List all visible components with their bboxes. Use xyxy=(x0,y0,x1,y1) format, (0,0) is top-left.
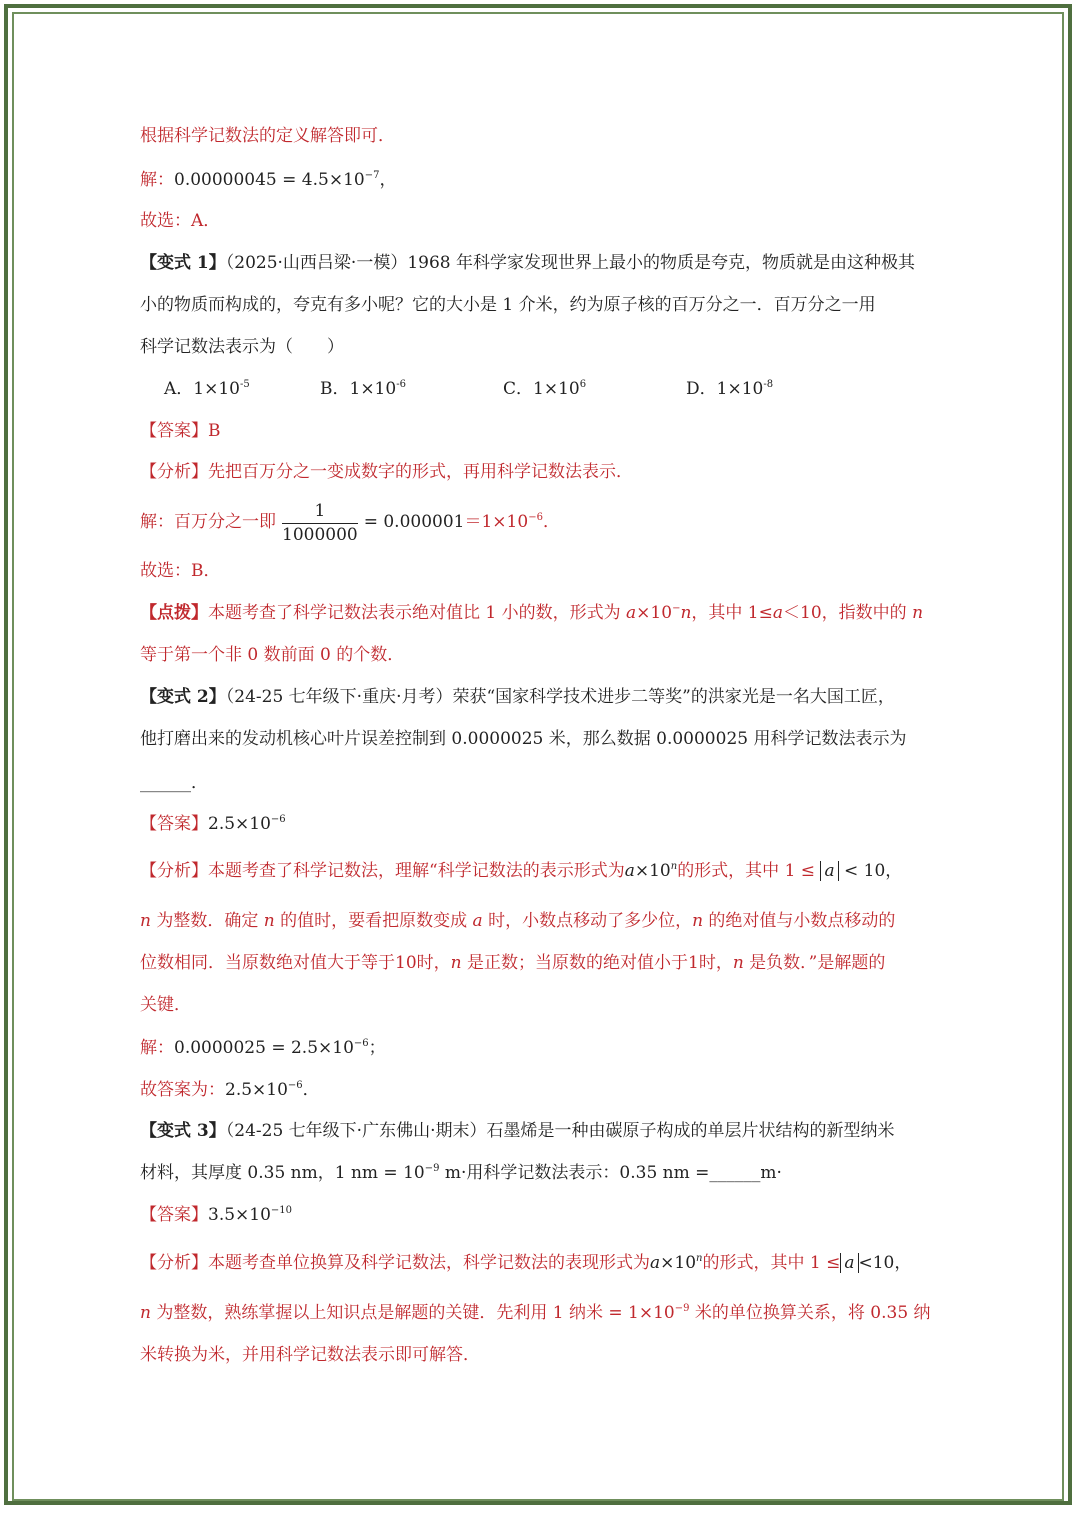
solution-label: 解： xyxy=(140,1038,174,1058)
variant1-solution xyxy=(140,496,560,548)
variant1-question-line1 xyxy=(140,251,915,275)
solution-label: 解： xyxy=(140,170,174,190)
solution-exponent: −7 xyxy=(364,170,380,181)
tip-tag: 【点拨】 xyxy=(140,603,208,623)
variant3-analysis-line3: 米转换为米，并用科学记数法表示即可解答． xyxy=(140,1345,480,1365)
variant2-question-line3: ______． xyxy=(140,773,208,793)
analysis-tag: 【分析】 xyxy=(140,1253,208,1273)
variant2-answer xyxy=(140,812,286,836)
variant3-question-line1: 【变式 3】（24-25 七年级下·广东佛山·期末）石墨烯是一种由碳原子构成的单层片状结构的新型纳米 xyxy=(140,1121,895,1141)
solution-end: ． xyxy=(542,512,560,532)
option-c: C．$1\times 10^6$ xyxy=(503,379,587,399)
prior-choice-line: 故选：A． xyxy=(140,211,221,231)
variant1-tip-line1: 【点拨】本题考查了科学记数法表示绝对值比 1 小的数，形式为 a×10−n，其中 1≤a＜10，指数中的 n xyxy=(140,603,924,623)
solution-label: 解：百万分之一即 xyxy=(140,512,276,532)
variant1-tag: 【变式 1】 xyxy=(140,253,226,273)
option-a: A．$1\times 10^{-5}$ xyxy=(164,379,250,399)
fraction-numerator: 1 xyxy=(282,500,358,524)
variant3-answer xyxy=(140,1203,292,1227)
variant1-options xyxy=(164,377,773,401)
answer-value: 3.5×10 xyxy=(208,1205,271,1225)
option-b: B．$1\times 10^{-6}$ xyxy=(320,379,406,399)
answer-tag: 【答案】 xyxy=(140,421,208,441)
variant1-question-line3: 科学记数法表示为（ ） xyxy=(140,337,344,357)
answer-value: 2.5×10 xyxy=(208,814,271,834)
variant1-analysis xyxy=(140,460,633,484)
variant1-choice: 故选：B． xyxy=(140,561,221,581)
variant2-analysis-line4: 关键． xyxy=(140,995,191,1015)
variant3-question-line2: 材料，其厚度 0.35 nm，1 nm = $10^{-9}$ m·用科学记数法表示：0.35 nm =______m· xyxy=(140,1163,782,1183)
variant3-analysis-line1: 【分析】本题考查单位换算及科学记数法，科学记数法的表现形式为$a\times 10^n$的形式，其中 1 ≤ a <10， xyxy=(140,1253,912,1273)
analysis-text: 先把百万分之一变成数字的形式，再用科学记数法表示． xyxy=(208,462,633,482)
fraction xyxy=(282,500,358,546)
solution-scientific: ＝1×10 xyxy=(464,512,529,532)
variant1-text1: （2025·山西吕梁·一模）1968 年科学家发现世界上最小的物质是夸克，物质就是由这种极其 xyxy=(225,253,915,273)
variant2-question-line2: 他打磨出来的发动机核心叶片误差控制到 0.0000025 米，那么数据 0.0000025 用科学记数法表示为 xyxy=(140,729,907,749)
variant2-analysis-line1: 【分析】本题考查了科学记数法，理解“科学记数法的表示形式为$a\times 10^n$的形式，其中 1 ≤ a < 10， xyxy=(140,861,903,881)
fraction-denominator: 1000000 xyxy=(282,524,358,545)
page-border-inner xyxy=(12,12,1064,1501)
analysis-tag: 【分析】 xyxy=(140,462,208,482)
absolute-value: a xyxy=(820,861,838,881)
variant1-tip-line2: 等于第一个非 0 数前面 0 的个数． xyxy=(140,645,405,665)
option-d: D．$1\times 10^{-8}$ xyxy=(686,379,774,399)
answer-tag: 【答案】 xyxy=(140,814,208,834)
answer-value: B xyxy=(208,421,221,441)
variant3-tag: 【变式 3】 xyxy=(140,1121,226,1141)
answer-tag: 【答案】 xyxy=(140,1205,208,1225)
variant2-tag: 【变式 2】 xyxy=(140,687,226,707)
solution-decimal: = 0.000001 xyxy=(363,512,465,532)
solution-exponent: −6 xyxy=(528,512,543,523)
variant2-analysis-line2: n 为整数．确定 n 的值时，要看把原数变成 a 时，小数点移动了多少位，n 的绝对值与小数点移动的 xyxy=(140,911,896,931)
variant2-analysis-line3: 位数相同．当原数绝对值大于等于10时，n 是正数；当原数的绝对值小于1时，n 是负数．”是解题的 xyxy=(140,953,886,973)
variant1-question-line2: 小的物质而构成的，夸克有多小呢？它的大小是 1 介米，约为原子核的百万分之一．百万分之一用 xyxy=(140,295,876,315)
prior-solution-line xyxy=(140,168,396,192)
solution-expression: 0.00000045 = 4.5×10 xyxy=(174,170,365,190)
answer-exponent: −10 xyxy=(270,1205,293,1216)
variant2-solution: 解：$0.0000025 = 2.5\times 10^{-6}$； xyxy=(140,1038,386,1058)
variant1-answer xyxy=(140,419,221,443)
variant2-question-line1: 【变式 2】（24-25 七年级下·重庆·月考）荣获“国家科学技术进步二等奖”的洪家光是一名大国工匠， xyxy=(140,687,895,707)
absolute-value: a xyxy=(840,1253,858,1273)
solution-end: ， xyxy=(379,170,397,190)
variant3-analysis-line2: n 为整数，熟练掌握以上知识点是解题的关键．先利用 1 纳米 = $1\times 10^{-9}$ 米的单位换算关系，将 0.35 纳 xyxy=(140,1303,931,1323)
prior-hint-line: 根据科学记数法的定义解答即可． xyxy=(140,126,395,146)
variant2-final-answer: 故答案为：$2.5\times 10^{-6}$． xyxy=(140,1080,320,1100)
analysis-tag: 【分析】 xyxy=(140,861,208,881)
answer-exponent: −6 xyxy=(270,814,286,825)
